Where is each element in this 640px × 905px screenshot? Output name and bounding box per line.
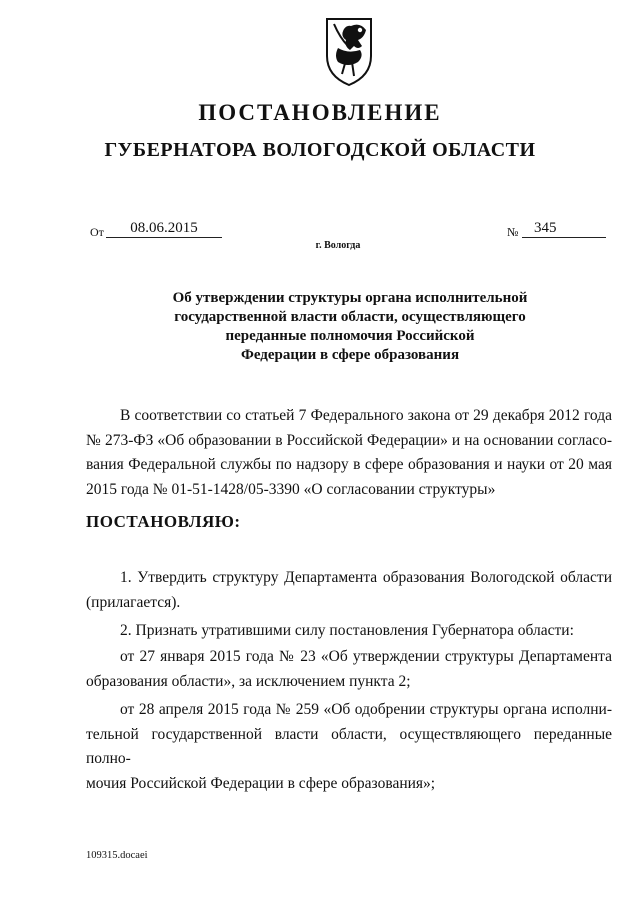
item-2b-paragraph: [86, 698, 612, 796]
vologda-coat-of-arms-icon: [324, 16, 374, 88]
item-2a-line: от 27 января 2015 года № 23 «Об утверждении структуры Департамента: [120, 648, 612, 665]
subject-line: государственной власти области, осуществляющего: [174, 309, 526, 325]
subject-line: Об утверждении структуры органа исполнительной: [172, 290, 528, 306]
document-title: ПОСТАНОВЛЕНИЕ: [198, 100, 442, 125]
preamble-line: № 273-ФЗ «Об образовании в Российской Федерации» и на основании согласо-: [86, 431, 612, 449]
date-prefix: От: [90, 225, 104, 239]
preamble-line: В соответствии со статьей 7 Федерального закона от 29 декабря 2012 года: [120, 407, 612, 424]
decree-heading: ПОСТАНОВЛЯЮ:: [86, 512, 241, 531]
preamble-line: вания Федеральной службы по надзору в сфере образования и науки от 20 мая: [86, 456, 612, 473]
document-date: 08.06.2015: [106, 219, 222, 238]
item-2a-line: образования области», за исключением пункта 2;: [86, 672, 411, 690]
item-2a-paragraph: [86, 645, 612, 694]
file-reference: 109315.docaei: [86, 850, 148, 861]
city-label: г. Вологда: [315, 240, 361, 251]
preamble-line: 2015 года № 01-51-1428/05-3390 «О согласовании структуры»: [86, 480, 496, 498]
subject-line: Федерации в сфере образования: [240, 347, 460, 363]
preamble-paragraph: [86, 404, 612, 502]
item-1-paragraph: [86, 566, 612, 615]
document-subject: [140, 289, 560, 365]
item-2-paragraph: 2. Признать утратившими силу постановления Губернатора области:: [120, 622, 574, 639]
item-1-line: 1. Утвердить структуру Департамента образования Вологодской области: [120, 569, 612, 586]
item-2b-line: тельной государственной власти области, осуществляющего переданные полно-: [86, 725, 612, 767]
item-2b-line: от 28 апреля 2015 года № 259 «Об одобрении структуры органа исполни-: [120, 701, 612, 718]
item-1-line: (прилагается).: [86, 593, 181, 611]
subject-line: переданные полномочия Российской: [225, 328, 475, 344]
document-subtitle: ГУБЕРНАТОРА ВОЛОГОДСКОЙ ОБЛАСТИ: [104, 139, 536, 161]
number-prefix: №: [507, 225, 519, 239]
item-2b-line: мочия Российской Федерации в сфере образования»;: [86, 774, 436, 792]
document-number: 345: [522, 219, 606, 238]
